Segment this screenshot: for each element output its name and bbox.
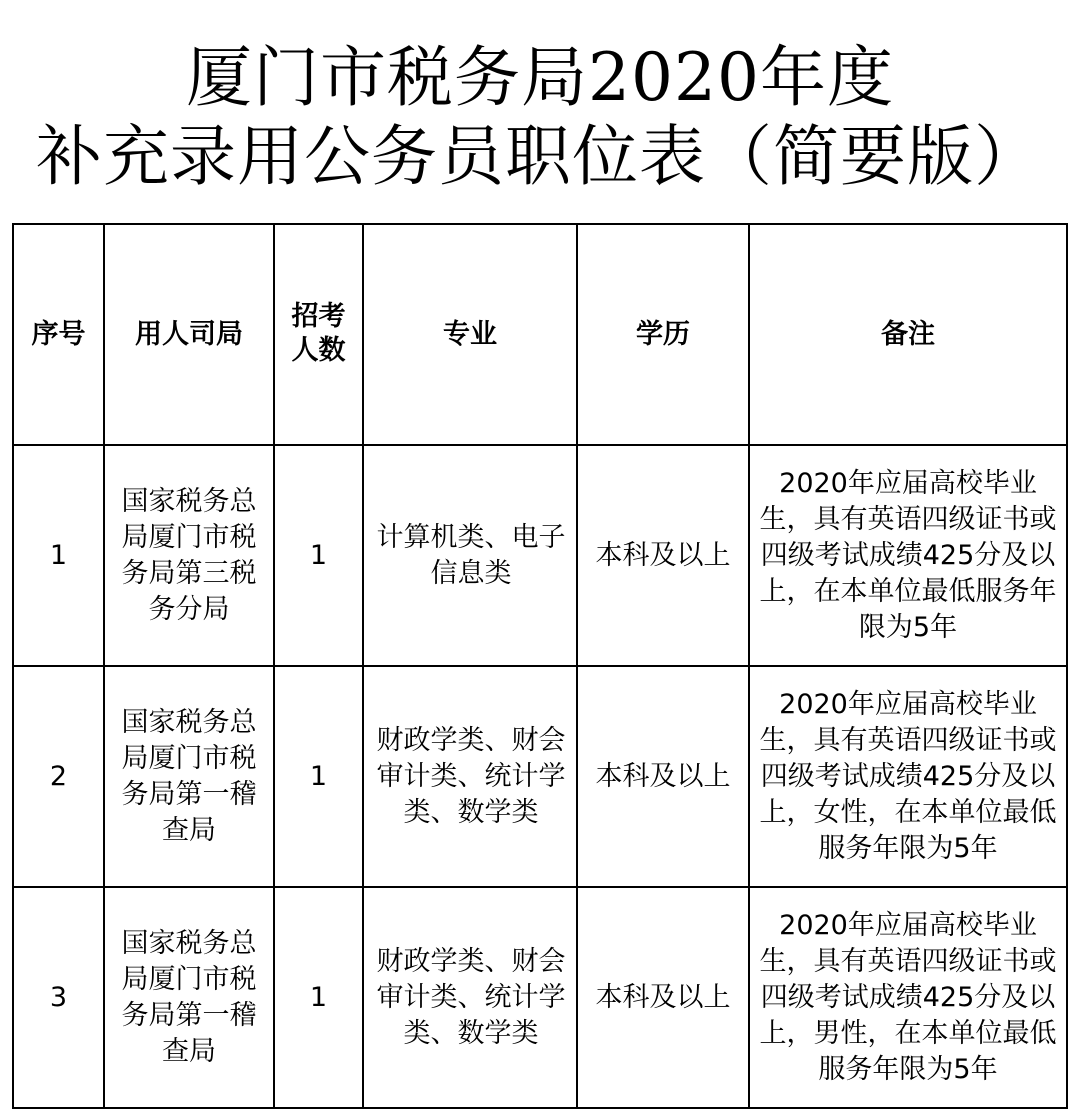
table-row: [13, 666, 1067, 887]
table-row: [13, 887, 1067, 1108]
table-row: [13, 445, 1067, 666]
header-count: [274, 224, 363, 445]
cell-seq: 1: [13, 445, 104, 666]
header-major: 专业: [363, 224, 577, 445]
cell-unit: [104, 666, 274, 887]
remarks-text: 2020年应届高校毕业生，具有英语四级证书或四级考试成绩425分及以上，在本单位最低服务年限为5年: [759, 467, 1057, 643]
header-unit: 用人司局: [104, 224, 274, 445]
cell-major: [363, 445, 577, 666]
cell-major: [363, 666, 577, 887]
header-remarks: 备注: [749, 224, 1067, 445]
cell-remarks: [749, 445, 1067, 666]
header-seq: 序号: [13, 224, 104, 445]
cell-remarks: [749, 666, 1067, 887]
major-text: 财政学类、财会审计类、统计学类、数学类: [376, 724, 566, 828]
cell-count: 1: [274, 445, 363, 666]
header-education: 学历: [577, 224, 749, 445]
cell-seq: 3: [13, 887, 104, 1108]
page-title-line-2: 补充录用公务员职位表（简要版）: [36, 118, 1041, 195]
positions-table: [12, 223, 1068, 1109]
unit-text: 国家税务总局厦门市税务局第三税务分局: [121, 485, 257, 625]
cell-count: 1: [274, 887, 363, 1108]
remarks-text: 2020年应届高校毕业生，具有英语四级证书或四级考试成绩425分及以上，女性，在本单位最低服务年限为5年: [759, 688, 1057, 864]
cell-count: 1: [274, 666, 363, 887]
page-title-line-1: 厦门市税务局2020年度: [186, 39, 894, 116]
cell-education: 本科及以上: [577, 666, 749, 887]
major-text: 计算机类、电子信息类: [376, 521, 566, 589]
cell-remarks: [749, 887, 1067, 1108]
table-header-row: [13, 224, 1067, 445]
cell-education: 本科及以上: [577, 887, 749, 1108]
remarks-text: 2020年应届高校毕业生，具有英语四级证书或四级考试成绩425分及以上，男性，在本单位最低服务年限为5年: [759, 909, 1057, 1085]
cell-education: 本科及以上: [577, 445, 749, 666]
cell-seq: 2: [13, 666, 104, 887]
unit-text: 国家税务总局厦门市税务局第一稽查局: [121, 706, 257, 846]
cell-major: [363, 887, 577, 1108]
cell-unit: [104, 887, 274, 1108]
header-count-label: 招考人数: [291, 301, 346, 366]
cell-unit: [104, 445, 274, 666]
unit-text: 国家税务总局厦门市税务局第一稽查局: [121, 927, 257, 1067]
major-text: 财政学类、财会审计类、统计学类、数学类: [376, 945, 566, 1049]
